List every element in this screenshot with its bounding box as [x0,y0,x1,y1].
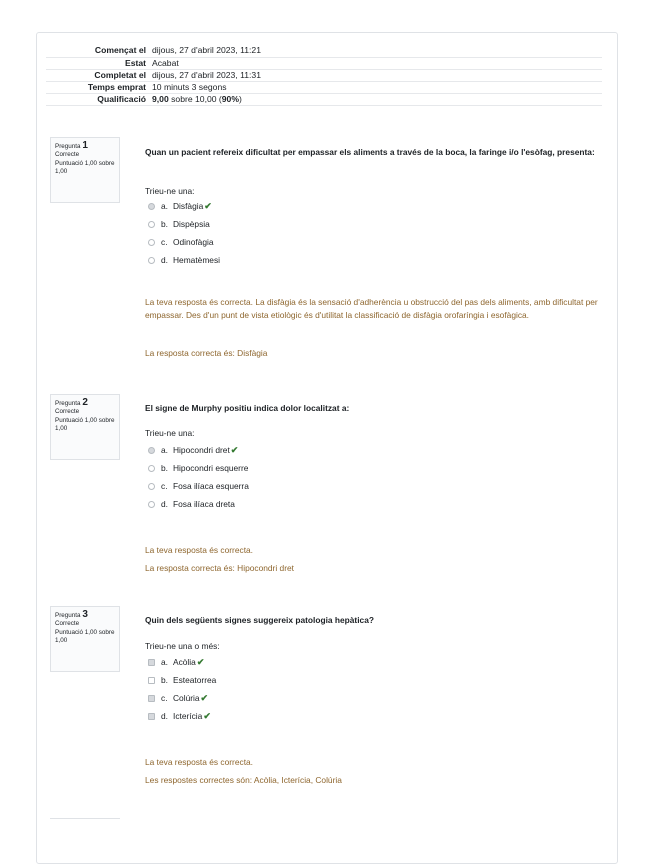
option-3b[interactable] [148,674,216,686]
question-number [55,142,115,151]
option-3a[interactable] [148,656,204,668]
option-3d[interactable] [148,710,211,722]
right-answer-1: La resposta correcta és: Disfàgia [145,348,268,358]
option-1a[interactable] [148,200,212,212]
summary-value: Acabat [152,57,602,69]
question-number-value: 2 [82,397,88,408]
radio-button[interactable] [148,203,155,210]
summary-row-completed [46,69,602,81]
option-letter: b. [161,219,168,229]
option-1d[interactable] [148,254,220,266]
option-text: Hematèmesi [173,255,221,265]
option-2c[interactable] [148,480,249,492]
option-2d[interactable] [148,498,235,510]
radio-button[interactable] [148,465,155,472]
option-letter: a. [161,657,168,667]
question-number-value: 1 [82,140,88,151]
question-text-3: Quin dels següents signes suggereix patologia hepàtica? [145,615,374,625]
question-info-2 [50,394,120,460]
summary-row-state [46,57,602,69]
answer-prompt: Trieu-ne una: [145,428,195,438]
option-text: Colúria [173,693,200,703]
question-state: Correcte [55,408,80,416]
right-answer-3: Les respostes correctes són: Acòlia, Icterícia, Colúria [145,775,342,785]
check-icon: ✔ [203,711,211,721]
question-label: Pregunta [55,143,81,150]
answer-prompt: Trieu-ne una: [145,186,195,196]
option-1b[interactable] [148,218,210,230]
grade-score: 9,00 [152,93,169,104]
grade-middle: sobre 10,00 ( [168,93,222,104]
feedback-2: La teva resposta és correcta. [145,545,253,555]
option-text: Fosa ilíaca dreta [173,499,235,509]
option-letter: b. [161,463,168,473]
radio-button[interactable] [148,447,155,454]
summary-label: Estat [46,57,152,69]
option-text: Odinofàgia [173,237,214,247]
summary-value: 10 minuts 3 segons [152,81,602,93]
question-mark: Puntuació 1,00 sobre 1,00 [55,416,115,433]
check-icon: ✔ [200,693,209,703]
checkbox[interactable] [148,695,155,702]
question-info-3 [50,606,120,672]
next-question-info-stub [50,818,120,821]
option-letter: c. [161,481,168,491]
option-1c[interactable] [148,236,214,248]
option-text: Disfàgia [173,201,204,211]
summary-row-grade [46,93,602,105]
feedback-3: La teva resposta és correcta. [145,757,253,767]
option-text: Fosa ilíaca esquerra [173,481,249,491]
summary-value: dijous, 27 d'abril 2023, 11:21 [152,45,602,57]
attempt-summary-table [46,45,602,106]
question-label: Pregunta [55,400,81,407]
question-state: Correcte [55,151,80,159]
option-text: Hipocondri esquerre [173,463,249,473]
grade-value [152,93,602,105]
summary-label: Completat el [46,69,152,81]
question-state: Correcte [55,620,80,628]
check-icon: ✔ [204,201,212,211]
radio-button[interactable] [148,221,155,228]
summary-row-time-taken [46,81,602,93]
question-number [55,399,115,408]
option-letter: d. [161,499,168,509]
question-text-1: Quan un pacient refereix dificultat per empassar els aliments a través de la boca, la faringe i/o l'esòfag, presenta: [145,147,595,157]
option-letter: c. [161,237,168,247]
option-letter: a. [161,445,168,455]
option-text: Hipocondri dret [173,445,230,455]
radio-button[interactable] [148,257,155,264]
summary-label: Temps emprat [46,81,152,93]
radio-button[interactable] [148,501,155,508]
checkbox[interactable] [148,659,155,666]
grade-end: ) [238,93,242,104]
option-2a[interactable] [148,444,238,456]
option-text: Acòlia [173,657,196,667]
grade-percent: 90% [221,93,239,104]
summary-label: Començat el [46,45,152,57]
checkbox[interactable] [148,677,155,684]
checkbox[interactable] [148,713,155,720]
radio-button[interactable] [148,239,155,246]
option-letter: b. [161,675,168,685]
option-text: Esteatorrea [173,675,217,685]
option-2b[interactable] [148,462,248,474]
answer-prompt: Trieu-ne una o més: [145,641,220,651]
option-letter: d. [161,711,168,721]
option-letter: d. [161,255,168,265]
summary-value: dijous, 27 d'abril 2023, 11:31 [152,69,602,81]
question-info-1 [50,137,120,203]
check-icon: ✔ [196,657,205,667]
question-label: Pregunta [55,612,81,619]
radio-button[interactable] [148,483,155,490]
question-mark: Puntuació 1,00 sobre 1,00 [55,159,115,176]
summary-row-started [46,45,602,57]
question-number [55,611,115,620]
check-icon: ✔ [230,445,239,455]
summary-label: Qualificació [46,93,152,105]
right-answer-2: La resposta correcta és: Hipocondri dret [145,563,294,573]
question-text-2: El signe de Murphy positiu indica dolor localitzat a: [145,403,350,413]
question-mark: Puntuació 1,00 sobre 1,00 [55,628,115,645]
option-3c[interactable] [148,692,208,704]
option-letter: a. [161,201,168,211]
feedback-1: La teva resposta és correcta. La disfàgia és la sensació d'adherència u obstrucció del pas dels aliments, amb dificultat per empassar. Des d'un punt de vista etiològic és d'utilitat la classificació de disfàgia orofaríngia i esofàgica. [145,297,598,320]
question-number-value: 3 [82,609,88,620]
option-letter: c. [161,693,168,703]
option-text: Dispèpsia [173,219,210,229]
option-text: Icterícia [173,711,203,721]
